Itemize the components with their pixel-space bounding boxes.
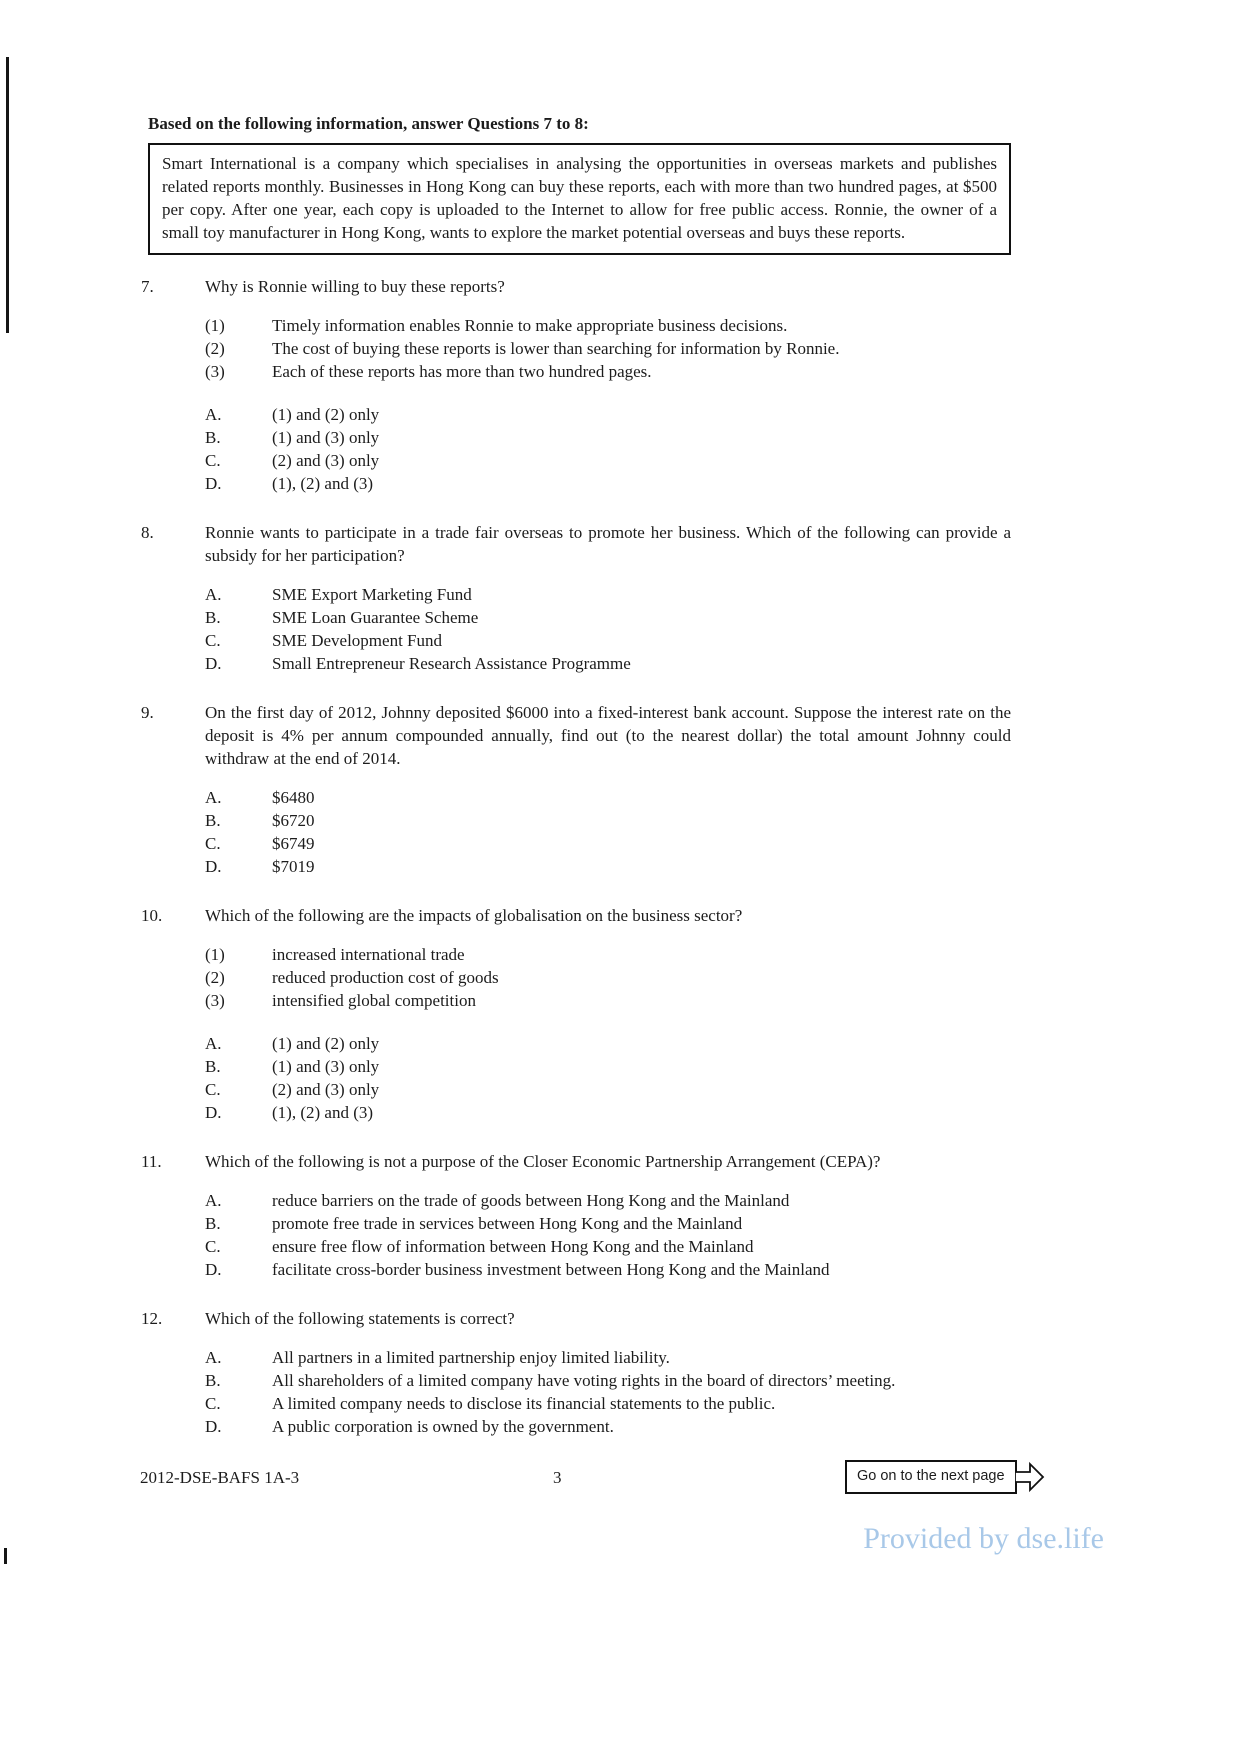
question-number: 10. bbox=[141, 906, 163, 925]
statement-text: Timely information enables Ronnie to make appropriate business decisions. bbox=[272, 316, 788, 335]
scan-artifact-line bbox=[6, 57, 9, 333]
statement-label: (2) bbox=[205, 968, 225, 987]
option-text: (1) and (2) only bbox=[272, 1034, 380, 1053]
option-row bbox=[205, 472, 1011, 495]
option-row bbox=[205, 629, 1011, 652]
question bbox=[141, 275, 1011, 495]
option-row bbox=[205, 1212, 1011, 1235]
statements-list bbox=[205, 943, 1011, 1012]
statement-row bbox=[205, 360, 1011, 383]
option-letter: D. bbox=[205, 1103, 222, 1122]
option-text: A public corporation is owned by the government. bbox=[272, 1417, 614, 1436]
option-row bbox=[205, 1101, 1011, 1124]
option-text: (1) and (3) only bbox=[272, 1057, 380, 1076]
question-row bbox=[141, 1307, 1011, 1330]
option-letter: D. bbox=[205, 654, 222, 673]
questions-list bbox=[141, 275, 1011, 1438]
statement-row bbox=[205, 943, 1011, 966]
option-letter: B. bbox=[205, 811, 221, 830]
option-letter: C. bbox=[205, 631, 221, 650]
options-list bbox=[205, 583, 1011, 675]
option-letter: B. bbox=[205, 1214, 221, 1233]
option-row bbox=[205, 1392, 1011, 1415]
option-letter: D. bbox=[205, 1417, 222, 1436]
option-row bbox=[205, 652, 1011, 675]
option-text: (1), (2) and (3) bbox=[272, 1103, 374, 1122]
footer-page-number: 3 bbox=[553, 1468, 562, 1487]
question-row bbox=[141, 701, 1011, 770]
option-row bbox=[205, 786, 1011, 809]
watermark-text: Provided by dse.life bbox=[863, 1522, 1104, 1555]
statement-row bbox=[205, 337, 1011, 360]
statement-label: (3) bbox=[205, 362, 225, 381]
options-list bbox=[205, 1346, 1011, 1438]
question bbox=[141, 1150, 1011, 1281]
option-letter: A. bbox=[205, 1191, 222, 1210]
option-text: (1) and (3) only bbox=[272, 428, 380, 447]
question-row bbox=[141, 904, 1011, 927]
option-row bbox=[205, 1189, 1011, 1212]
option-row bbox=[205, 449, 1011, 472]
option-text: promote free trade in services between Hong Kong and the Mainland bbox=[272, 1214, 743, 1233]
question bbox=[141, 904, 1011, 1124]
options-list bbox=[205, 1189, 1011, 1281]
question-number: 8. bbox=[141, 523, 154, 542]
option-letter: B. bbox=[205, 428, 221, 447]
option-row bbox=[205, 403, 1011, 426]
option-letter: B. bbox=[205, 608, 221, 627]
question-number: 7. bbox=[141, 277, 154, 296]
question bbox=[141, 1307, 1011, 1438]
option-text: SME Development Fund bbox=[272, 631, 442, 650]
option-letter: C. bbox=[205, 1237, 221, 1256]
option-row bbox=[205, 583, 1011, 606]
question-stem: Why is Ronnie willing to buy these reports? bbox=[205, 277, 505, 296]
option-text: A limited company needs to disclose its financial statements to the public. bbox=[272, 1394, 776, 1413]
statement-label: (3) bbox=[205, 991, 225, 1010]
option-text: (1), (2) and (3) bbox=[272, 474, 374, 493]
statement-text: Each of these reports has more than two hundred pages. bbox=[272, 362, 652, 381]
question-row bbox=[141, 275, 1011, 298]
option-row bbox=[205, 1055, 1011, 1078]
statement-row bbox=[205, 314, 1011, 337]
option-text: $6480 bbox=[272, 788, 315, 807]
option-row bbox=[205, 426, 1011, 449]
question bbox=[141, 701, 1011, 878]
question-number: 9. bbox=[141, 703, 154, 722]
next-page-arrow-icon bbox=[1015, 1461, 1045, 1493]
question-number: 11. bbox=[141, 1152, 162, 1171]
option-row bbox=[205, 606, 1011, 629]
option-text: (2) and (3) only bbox=[272, 1080, 380, 1099]
question-stem: Which of the following are the impacts of globalisation on the business sector? bbox=[205, 906, 743, 925]
option-text: SME Loan Guarantee Scheme bbox=[272, 608, 479, 627]
option-letter: C. bbox=[205, 451, 221, 470]
option-row bbox=[205, 1235, 1011, 1258]
statement-row bbox=[205, 989, 1011, 1012]
question-stem: Ronnie wants to participate in a trade fair overseas to promote her business. Which of the following can provide a subsidy for her participation? bbox=[205, 523, 1011, 565]
section-instruction: Based on the following information, answer Questions 7 to 8: bbox=[148, 114, 589, 133]
page-content bbox=[141, 0, 1011, 1464]
option-row bbox=[205, 1415, 1011, 1438]
option-letter: B. bbox=[205, 1057, 221, 1076]
option-letter: D. bbox=[205, 474, 222, 493]
option-text: SME Export Marketing Fund bbox=[272, 585, 472, 604]
option-letter: A. bbox=[205, 788, 222, 807]
option-letter: C. bbox=[205, 1394, 221, 1413]
question-number: 12. bbox=[141, 1309, 163, 1328]
question bbox=[141, 521, 1011, 675]
question-row bbox=[141, 521, 1011, 567]
option-row bbox=[205, 809, 1011, 832]
statement-label: (1) bbox=[205, 316, 225, 335]
option-text: $6720 bbox=[272, 811, 315, 830]
question-stem: Which of the following statements is correct? bbox=[205, 1309, 515, 1328]
option-text: All shareholders of a limited company have voting rights in the board of directors’ meeting. bbox=[272, 1371, 896, 1390]
option-text: All partners in a limited partnership enjoy limited liability. bbox=[272, 1348, 670, 1367]
statement-label: (1) bbox=[205, 945, 225, 964]
statement-text: The cost of buying these reports is lower than searching for information by Ronnie. bbox=[272, 339, 840, 358]
option-row bbox=[205, 1346, 1011, 1369]
option-row bbox=[205, 855, 1011, 878]
statement-text: reduced production cost of goods bbox=[272, 968, 499, 987]
option-letter: A. bbox=[205, 1034, 222, 1053]
option-text: reduce barriers on the trade of goods between Hong Kong and the Mainland bbox=[272, 1191, 790, 1210]
statement-text: intensified global competition bbox=[272, 991, 476, 1010]
options-list bbox=[205, 403, 1011, 495]
statement-label: (2) bbox=[205, 339, 225, 358]
option-text: Small Entrepreneur Research Assistance Programme bbox=[272, 654, 631, 673]
question-stem: On the first day of 2012, Johnny deposited $6000 into a fixed-interest bank account. Suppose the interest rate on the deposit is 4% per annum compounded annually, find out (to the nearest dollar) the total amount Johnny could withdraw at the end of 2014. bbox=[205, 703, 1011, 768]
case-info-text: Smart International is a company which specialises in analysing the opportunities in overseas markets and publishes related reports monthly. Businesses in Hong Kong can buy these reports, each with more than two hundred pages, at $500 per copy. After one year, each copy is uploaded to the Internet to allow for free public access. Ronnie, the owner of a small toy manufacturer in Hong Kong, wants to explore the market potential overseas and buys these reports. bbox=[162, 154, 997, 242]
statement-row bbox=[205, 966, 1011, 989]
next-page-label: Go on to the next page bbox=[845, 1460, 1017, 1494]
option-letter: D. bbox=[205, 857, 222, 876]
option-text: facilitate cross-border business investment between Hong Kong and the Mainland bbox=[272, 1260, 830, 1279]
option-letter: C. bbox=[205, 1080, 221, 1099]
option-letter: A. bbox=[205, 1348, 222, 1367]
option-row bbox=[205, 1032, 1011, 1055]
option-text: (1) and (2) only bbox=[272, 405, 380, 424]
option-letter: B. bbox=[205, 1371, 221, 1390]
option-row bbox=[205, 1258, 1011, 1281]
footer-doc-code: 2012-DSE-BAFS 1A-3 bbox=[140, 1468, 300, 1487]
question-row bbox=[141, 1150, 1011, 1173]
option-letter: D. bbox=[205, 1260, 222, 1279]
statements-list bbox=[205, 314, 1011, 383]
option-text: $6749 bbox=[272, 834, 315, 853]
question-stem: Which of the following is not a purpose of the Closer Economic Partnership Arrangement (CEPA)? bbox=[205, 1152, 881, 1171]
option-row bbox=[205, 832, 1011, 855]
option-text: $7019 bbox=[272, 857, 315, 876]
option-letter: C. bbox=[205, 834, 221, 853]
statement-text: increased international trade bbox=[272, 945, 465, 964]
option-text: (2) and (3) only bbox=[272, 451, 380, 470]
scan-artifact-mark bbox=[4, 1548, 7, 1564]
options-list bbox=[205, 1032, 1011, 1124]
case-info-box bbox=[148, 143, 1011, 255]
option-letter: A. bbox=[205, 585, 222, 604]
option-row bbox=[205, 1078, 1011, 1101]
option-text: ensure free flow of information between Hong Kong and the Mainland bbox=[272, 1237, 754, 1256]
next-page-indicator bbox=[845, 1460, 1045, 1494]
options-list bbox=[205, 786, 1011, 878]
option-letter: A. bbox=[205, 405, 222, 424]
option-row bbox=[205, 1369, 1011, 1392]
